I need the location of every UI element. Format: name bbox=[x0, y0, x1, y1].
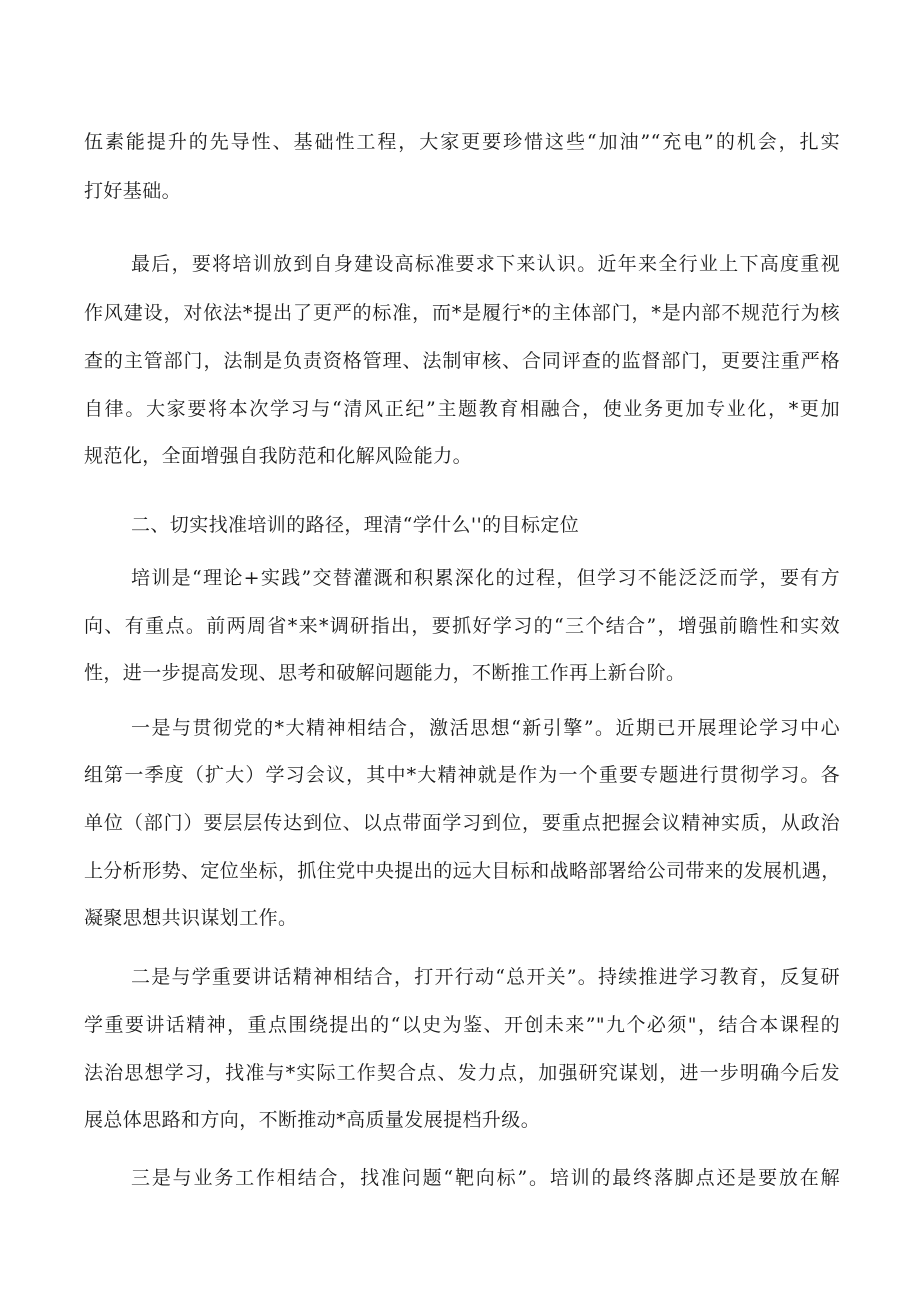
paragraph-line: 查的主管部门，法制是负责资格管理、法制审核、合同评查的监督部门，更要注重严格 bbox=[84, 350, 840, 372]
paragraph-line: 性，进一步提高发现、思考和破解问题能力，不断推工作再上新台阶。 bbox=[84, 662, 686, 684]
paragraph-line: 培训是“理论+实践”交替灌溉和积累深化的过程，但学习不能泛泛而学，要有方 bbox=[131, 567, 840, 589]
section-heading: 二、切实找准培训的路径，理清“学什么''的目标定位 bbox=[131, 514, 580, 536]
paragraph-line: 一是与贯彻党的*大精神相结合，激活思想“新引擎”。近期已开展理论学习中心 bbox=[131, 717, 840, 739]
paragraph-line: 伍素能提升的先导性、基础性工程，大家更要珍惜这些“加油”“充电”的机会，扎实 bbox=[84, 131, 840, 153]
paragraph-line: 规范化，全面增强自我防范和化解风险能力。 bbox=[84, 445, 473, 467]
paragraph-line: 最后，要将培训放到自身建设高标准要求下来认识。近年来全行业上下高度重视 bbox=[131, 253, 840, 275]
paragraph-line: 三是与业务工作相结合，找准问题“靶向标”。培训的最终落脚点还是要放在解 bbox=[131, 1167, 840, 1189]
paragraph-line: 作风建设，对依法*提出了更严的标准，而*是履行*的主体部门，*是内部不规范行为核 bbox=[84, 302, 840, 324]
paragraph-line: 向、有重点。前两周省*来*调研指出，要抓好学习的“三个结合”，增强前瞻性和实效 bbox=[84, 615, 840, 637]
paragraph-line: 展总体思路和方向，不断推动*高质量发展提档升级。 bbox=[84, 1109, 541, 1131]
paragraph-line: 学重要讲话精神，重点围绕提出的“以史为鉴、开创未来”"九个必须"，结合本课程的 bbox=[84, 1014, 840, 1036]
paragraph-line: 打好基础。 bbox=[84, 180, 182, 202]
paragraph-line: 法治思想学习，找准与*实际工作契合点、发力点，加强研究谋划，进一步明确今后发 bbox=[84, 1062, 840, 1084]
paragraph-line: 上分析形势、定位坐标，抓住党中央提出的远大目标和战略部署给公司带来的发展机遇， bbox=[84, 860, 841, 882]
paragraph-line: 自律。大家要将本次学习与“清风正纪”主题教育相融合，使业务更加专业化，*更加 bbox=[84, 398, 840, 420]
paragraph-line: 二是与学重要讲话精神相结合，打开行动“总开关”。持续推进学习教育，反复研 bbox=[131, 966, 840, 988]
paragraph-line: 组第一季度（扩大）学习会议，其中*大精神就是作为一个重要专题进行贯彻学习。各 bbox=[84, 764, 840, 786]
paragraph-line: 单位（部门）要层层传达到位、以点带面学习到位，要重点把握会议精神实质，从政治 bbox=[84, 812, 840, 834]
paragraph-line: 凝聚思想共识谋划工作。 bbox=[84, 907, 298, 929]
